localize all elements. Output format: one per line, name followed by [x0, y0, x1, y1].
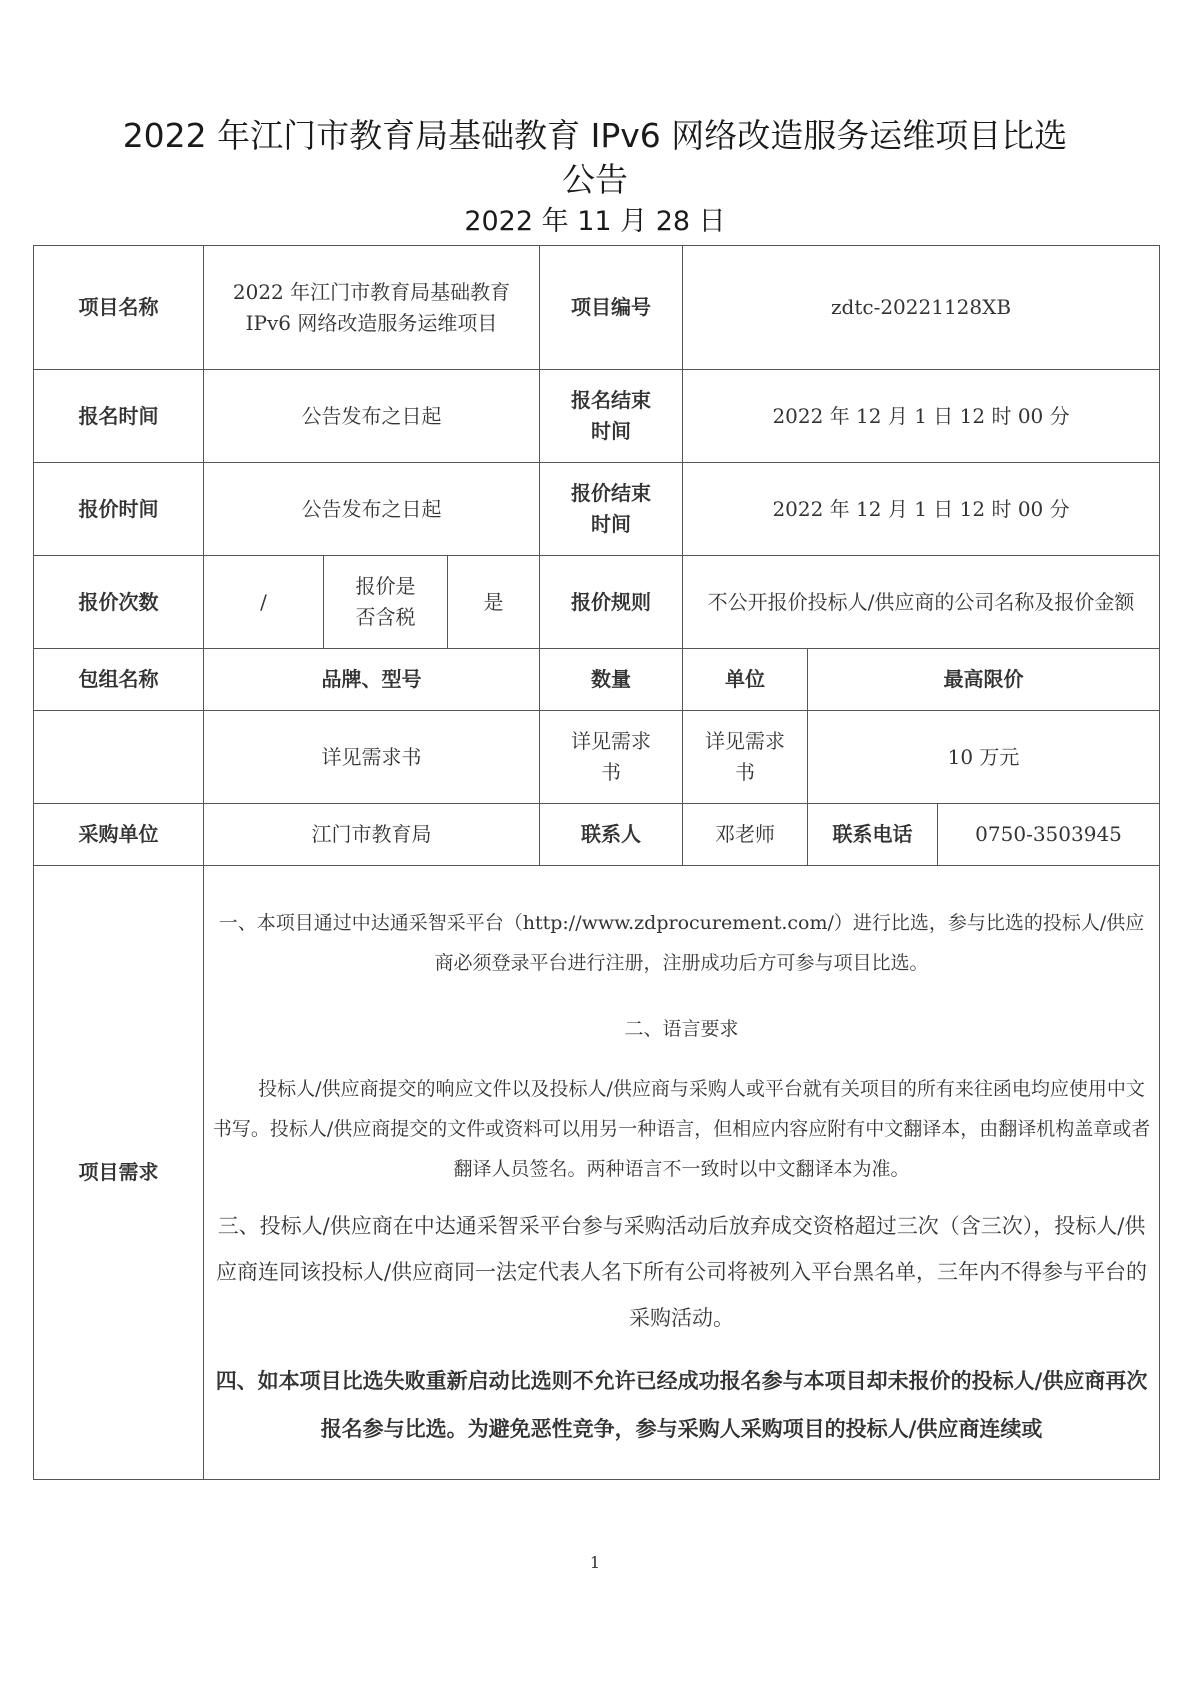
requirement-language-heading: 二、语言要求: [624, 1017, 739, 1040]
brand-model-value: 详见需求书: [204, 711, 540, 804]
quote-time-label: 报价时间: [34, 463, 204, 556]
phone-value: 0750-3503945: [938, 804, 1160, 866]
requirements-content: [204, 866, 1160, 1480]
quote-end-label: 报价结束时间: [540, 463, 683, 556]
document-title-continued: 公告: [562, 160, 628, 199]
quote-count-value: /: [204, 556, 324, 649]
requirement-platform: 一、本项目通过中达通采智采平台（http://www.zdprocurement.com/）进行比选，参与比选的投标人/供应商必须登录平台进行注册，注册成功后方可参与项目比选。: [218, 911, 1145, 974]
quantity-label: 数量: [540, 649, 683, 711]
project-info-table: [33, 245, 1160, 1480]
document-title: 2022 年江门市教育局基础教育 IPv6 网络改造服务运维项目比选: [122, 116, 1068, 155]
table-row: [34, 711, 1160, 804]
reg-time-value: 公告发布之日起: [204, 370, 540, 463]
tax-value: 是: [448, 556, 540, 649]
quote-end-value: 2022 年 12 月 1 日 12 时 00 分: [683, 463, 1160, 556]
table-row: [34, 463, 1160, 556]
buyer-value: 江门市教育局: [204, 804, 540, 866]
package-name-value: [34, 711, 204, 804]
max-price-value: 10 万元: [808, 711, 1160, 804]
unit-label: 单位: [683, 649, 808, 711]
project-name-value: 2022 年江门市教育局基础教育 IPv6 网络改造服务运维项目: [204, 246, 540, 370]
quote-count-label: 报价次数: [34, 556, 204, 649]
requirement-blacklist: 三、投标人/供应商在中达通采智采平台参与采购活动后放弃成交资格超过三次（含三次），投标人/供应商连同该投标人/供应商同一法定代表人名下所有公司将被列入平台黑名单，三年内不得参与平台的采购活动。: [215, 1213, 1148, 1330]
requirement-rebid-rule: 四、如本项目比选失败重新启动比选则不允许已经成功报名参与本项目却未报价的投标人/供应商再次报名参与比选。为避免恶性竞争，参与采购人采购项目的投标人/供应商连续或: [215, 1367, 1148, 1441]
project-no-value: zdtc-20221128XB: [683, 246, 1160, 370]
package-name-label: 包组名称: [34, 649, 204, 711]
buyer-label: 采购单位: [34, 804, 204, 866]
announcement-date: 2022 年 11 月 28 日: [464, 206, 726, 237]
project-name-label: 项目名称: [34, 246, 204, 370]
table-row: [34, 370, 1160, 463]
phone-label: 联系电话: [808, 804, 938, 866]
reg-end-value: 2022 年 12 月 1 日 12 时 00 分: [683, 370, 1160, 463]
table-row: [34, 556, 1160, 649]
tax-label: 报价是否含税: [324, 556, 448, 649]
contact-value: 邓老师: [683, 804, 808, 866]
unit-value: 详见需求书: [683, 711, 808, 804]
quote-time-value: 公告发布之日起: [204, 463, 540, 556]
page-number: 1: [589, 1553, 601, 1572]
requirements-label: 项目需求: [34, 866, 204, 1480]
table-row: [34, 804, 1160, 866]
quote-rule-label: 报价规则: [540, 556, 683, 649]
table-row: [34, 649, 1160, 711]
max-price-label: 最高限价: [808, 649, 1160, 711]
quantity-value: 详见需求书: [540, 711, 683, 804]
brand-model-label: 品牌、型号: [204, 649, 540, 711]
requirement-language-text: 投标人/供应商提交的响应文件以及投标人/供应商与采购人或平台就有关项目的所有来往函电均应使用中文书写。投标人/供应商提交的文件或资料可以用另一种语言，但相应内容应附有中文翻译本，由翻译机构盖章或者翻译人员签名。两种语言不一致时以中文翻译本为准。: [212, 1077, 1151, 1180]
reg-time-label: 报名时间: [34, 370, 204, 463]
table-row: [34, 246, 1160, 370]
project-no-label: 项目编号: [540, 246, 683, 370]
table-row: [34, 866, 1160, 1480]
quote-rule-value: 不公开报价投标人/供应商的公司名称及报价金额: [683, 556, 1160, 649]
reg-end-label: 报名结束时间: [540, 370, 683, 463]
contact-label: 联系人: [540, 804, 683, 866]
